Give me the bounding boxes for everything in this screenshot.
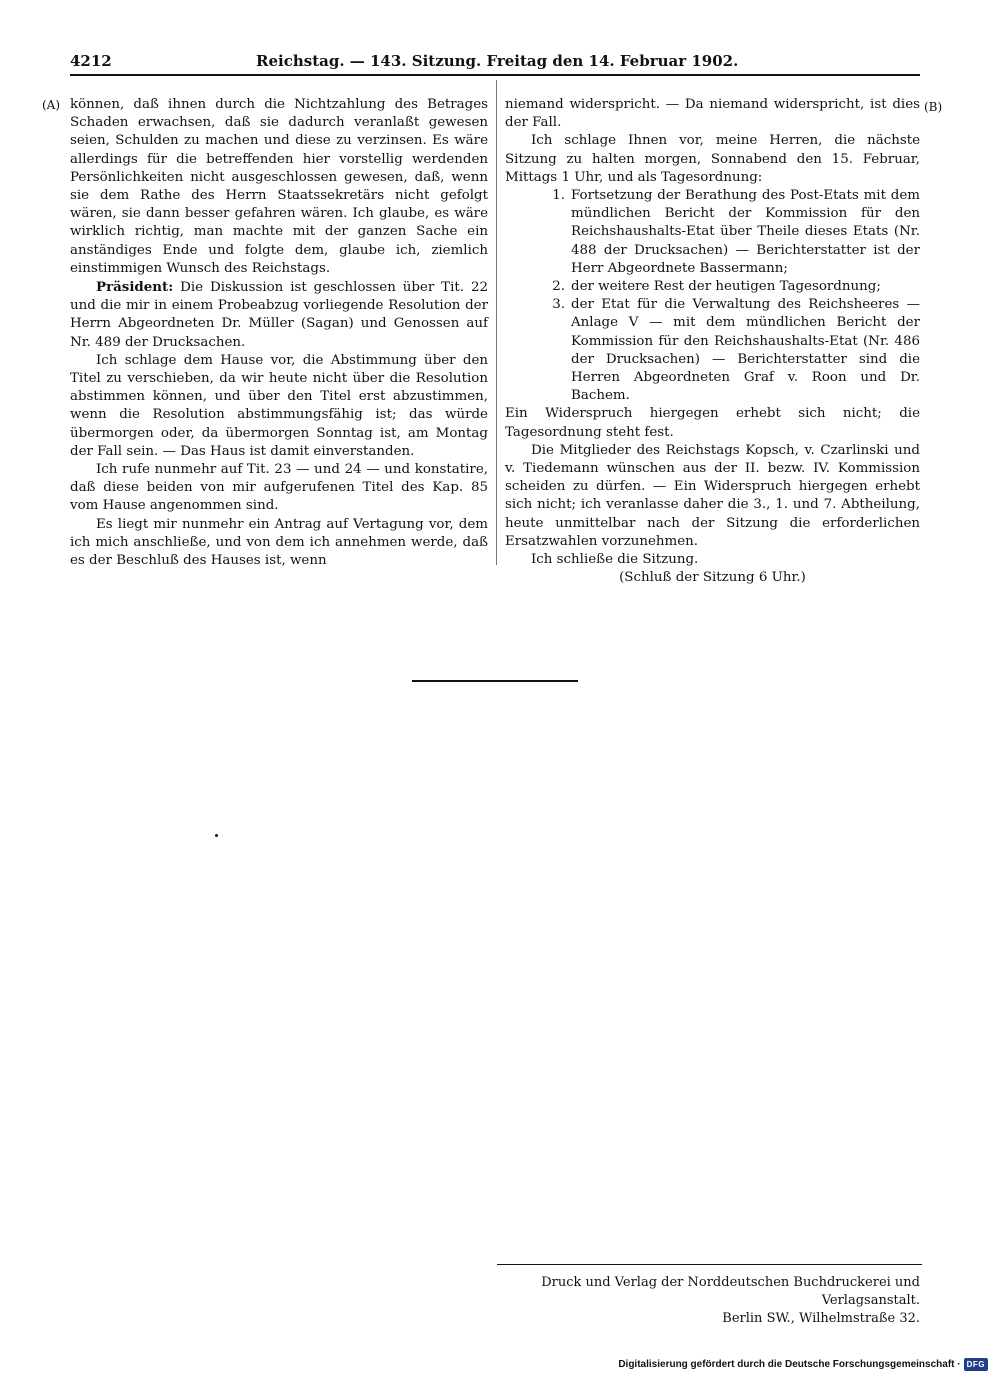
column-divider	[496, 80, 497, 565]
printer-imprint	[480, 1274, 920, 1328]
agenda-number: 1.	[552, 188, 565, 204]
speaker-label: Präsident:	[96, 279, 174, 296]
paragraph: können, daß ihnen durch die Nichtzahlung des Betrages Schaden erwachsen, daß sie dadurch veranlaßt gewesen seien, Schulden zu machen und diese zu verzinsen. Es wäre allerdings für die betreffenden hier vorstellig werdenden Persönlichkeiten nicht ausgeschlossen gewesen, daß, wenn sie dem Rathe des Herrn Staatssekretärs nicht gefolgt wären, sie dann besser gefahren wären. Ich glaube, es wäre wirklich richtig, man machte mit der ganzen Sache ein anständiges Ende und folgte dem, glaube ich, ziemlich einstimmigen Wunsch des Reichstags.	[70, 97, 488, 276]
paragraph: niemand widerspricht. — Da niemand widerspricht, ist dies der Fall.	[505, 97, 920, 131]
print-speck	[215, 834, 218, 837]
speech-text: Die Diskussion ist geschlossen über Tit. 22 und die mir in einem Probeabzug vorliegende Resolution der Herrn Abgeordneten Dr. Müller (Sagan) und Genossen auf Nr. 489 der Drucksachen.	[70, 280, 488, 350]
agenda-text: Fortsetzung der Berathung des Post-Etats mit dem mündlichen Bericht der Kommission für den Reichshaushalts-Etat über Theile dieses Etats (Nr. 488 der Drucksachen) — Berichterstatter ist der Herr Abgeordnete Bassermann;	[571, 188, 920, 276]
running-title: Reichstag. — 143. Sitzung. Freitag den 14. Februar 1902.	[256, 52, 739, 70]
imprint-rule	[497, 1264, 922, 1265]
margin-mark-right: (B)	[924, 100, 943, 114]
paragraph: Ich schließe die Sitzung.	[531, 552, 699, 568]
paragraph: Ich schlage Ihnen vor, meine Herren, die nächste Sitzung zu halten morgen, Sonnabend den 15. Februar, Mittags 1 Uhr, und als Tagesordnung:	[505, 133, 920, 185]
section-end-rule	[412, 680, 578, 682]
left-column	[70, 96, 488, 570]
paragraph: Die Mitglieder des Reichstags Kopsch, v. Czarlinski und v. Tiedemann wünschen aus der II. bezw. IV. Kommission scheiden zu dürfen. — Ein Widerspruch hiergegen erhebt sich nicht; ich veranlasse daher die 3., 1. und 7. Abtheilung, heute unmittelbar nach der Sitzung die erforderlichen Ersatzwahlen vorzunehmen.	[505, 442, 920, 549]
header-rule	[70, 74, 920, 76]
digitization-credit	[618, 1358, 988, 1371]
session-closing-note: (Schluß der Sitzung 6 Uhr.)	[619, 570, 806, 586]
credit-text: Digitalisierung gefördert durch die Deutsche Forschungsgemeinschaft ·	[618, 1359, 961, 1370]
president-paragraph	[70, 278, 488, 352]
page-number: 4212	[70, 52, 112, 70]
paragraph: Ich schlage dem Hause vor, die Abstimmung über den Titel zu verschieben, da wir heute nicht über die Resolution abstimmen können, und über den Titel erst abzustimmen, wenn die Resolution abstimmungsfähig ist; das würde übermorgen oder, da übermorgen Sonntag ist, am Montag der Fall sein. — Das Haus ist damit einverstanden.	[70, 352, 488, 459]
paragraph: Es liegt mir nunmehr ein Antrag auf Vertagung vor, dem ich mich anschließe, und von dem ich annehmen werde, daß es der Beschluß des Hauses ist, wenn	[70, 516, 488, 569]
paragraph: Ich rufe nunmehr auf Tit. 23 — und 24 — und konstatire, daß diese beiden von mir aufgerufenen Titel des Kap. 85 vom Hause angenommen sind.	[70, 462, 488, 514]
page-header	[70, 52, 920, 74]
agenda-item	[505, 296, 920, 405]
agenda-item	[505, 187, 920, 278]
agenda-text: der weitere Rest der heutigen Tagesordnung;	[571, 279, 881, 295]
paragraph: Ein Widerspruch hiergegen erhebt sich nicht; die Tagesordnung steht fest.	[505, 406, 920, 440]
right-column	[505, 96, 920, 587]
margin-mark-left: (A)	[42, 98, 61, 112]
agenda-item	[505, 278, 920, 296]
imprint-line: Druck und Verlag der Norddeutschen Buchdruckerei und Verlagsanstalt.	[541, 1275, 920, 1308]
agenda-number: 2.	[552, 279, 565, 295]
dfg-logo-icon: DFG	[964, 1358, 988, 1371]
agenda-text: der Etat für die Verwaltung des Reichsheeres — Anlage V — mit dem mündlichen Bericht der Kommission für den Reichshaushalts-Etat (Nr. 486 der Drucksachen) — Berichterstatter sind die Herren Abgeordneten Graf v. Roon und Dr. Bachem.	[571, 297, 920, 404]
agenda-number: 3.	[552, 297, 565, 313]
imprint-line: Berlin SW., Wilhelmstraße 32.	[722, 1311, 920, 1326]
